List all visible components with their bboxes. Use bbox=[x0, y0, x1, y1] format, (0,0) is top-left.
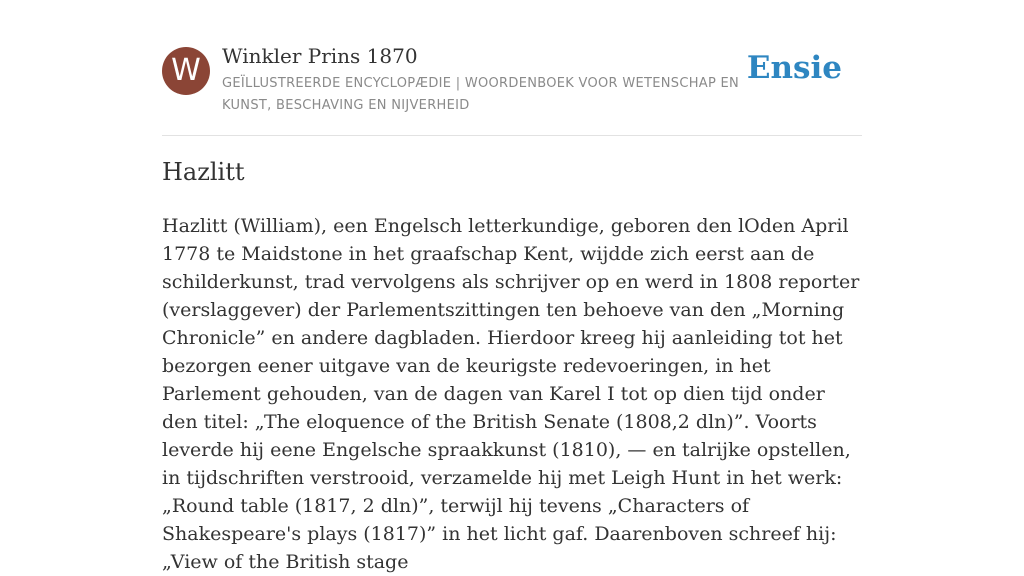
source-header bbox=[162, 0, 862, 136]
avatar[interactable]: W bbox=[162, 47, 210, 95]
ensie-logo[interactable]: Ensie bbox=[746, 50, 842, 86]
page-container bbox=[162, 0, 862, 573]
article-body: Hazlitt (William), een Engelsch letterkundige, geboren den lOden April 1778 te Maidstone in het graafschap Kent, wijdde zich eerst aan de schilderkunst, trad vervolgens als schrijver op en werd in 1808 reporter (verslaggever) der Parlementszittingen ten behoeve van den „Morning Chronicle” en andere dagbladen. Hierdoor kreeg hij aanleiding tot het bezorgen eener uitgave van de keurigste redevoeringen, in het Parlement gehouden, van de dagen van Karel I tot op dien tijd onder den titel: „The eloquence of the British Senate (1808,2 dln)”. Voorts leverde hij eene Engelsche spraakkunst (1810), — en talrijke opstellen, in tijdschriften verstrooid, verzamelde hij met Leigh Hunt in het werk: „Round table (1817, 2 dln)”, terwijl hij tevens „Characters of Shakespeare's plays (1817)” in het licht gaf. Daarenboven schreef hij: „View of the British stage bbox=[162, 215, 860, 573]
source-title[interactable]: Winkler Prins 1870 bbox=[222, 44, 418, 68]
article-title: Hazlitt bbox=[162, 158, 245, 186]
source-subtitle: GEÏLLUSTREERDE ENCYCLOPÆDIE | WOORDENBOEK VOOR WETENSCHAP EN KUNST, BESCHAVING EN NIJVERHEID bbox=[222, 76, 740, 113]
